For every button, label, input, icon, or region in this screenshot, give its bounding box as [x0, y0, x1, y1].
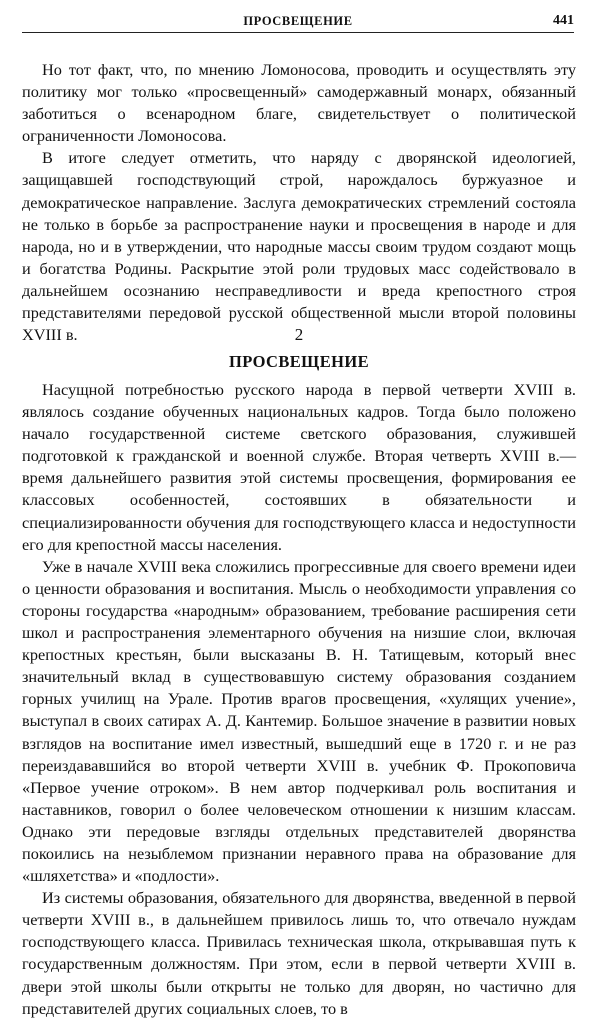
paragraph: Уже в начале XVIII века сложились прогрессивные для своего времени идеи о ценности образования и воспитания. Мысль о необходимости управления со стороны государства «народным» образованием, требование расширения сети школ и распространения элементарного обучения на низшие слои, включая крепостных крестьян, были высказаны В. Н. Татищевым, который внес значительный вклад в существовавшую систему образования созданием горных училищ на Урале. Против врагов просвещения, «хулящих учение», выступал в своих сатирах А. Д. Кантемир. Большое значение в развитии новых взглядов на воспитание имел известный, вышедший еще в 1720 г. и не раз переиздававшийся во второй четверти XVIII в. учебник Ф. Прокоповича «Первое учение отроком». В нем автор подчеркивал роль воспитания и наставников, говорил о более человеческом отношении к низшим классам. Однако эти передовые взгляды отдельных представителей дворянства покоились на незыблемом признании неравного права на образование для «шляхетства» и «подлости». [22, 556, 576, 886]
page-number: 441 [553, 13, 574, 28]
running-header [22, 12, 574, 33]
running-title: ПРОСВЕЩЕНИЕ [243, 14, 353, 28]
section-number: 2 [294, 325, 304, 344]
paragraph: Из системы образования, обязательного для дворянства, введенной в первой четверти XVIII в., в дальнейшем привилось лишь то, что отвечало нуждам господствующего класса. Привилась техническая школа, открывавшая путь к государственным должностям. При этом, если в первой четверти XVIII в. двери этой школы были открыты не только для дворян, но частично для представителей других социальных слоев, то в [22, 888, 576, 1018]
intro-text [22, 59, 576, 346]
paragraph: В итоге следует отметить, что наряду с дворянской идеологией, защищавшей господствующий строй, нарождалось буржуазное и демократическое направление. Заслуга демократических стремлений состояла не только в борьбе за распространение науки и просвещения в народе и для народа, но и в утверждении, что народные массы своим трудом создают мощь и богатства Родины. Раскрытие этой роли трудовых масс содействовало в дальнейшем осознанию несправедливости и вреда крепостного строя представителями передовой русской общественной мысли второй половины XVIII в. [22, 148, 576, 345]
section-text [22, 379, 576, 1020]
paragraph: Насущной потребностью русского народа в первой четверти XVIII в. являлось создание обученных национальных кадров. Тогда было положено начало государственной системе светского образования, служившей подготовкой к гражданской и военной службе. Вторая четверть XVIII в.— время дальнейшего развития этой системы просвещения, формирования ее классовых особенностей, состоявших в обязательности и специализированности обучения для господствующего класса и недоступности его для крепостной массы населения. [22, 380, 576, 554]
paragraph: Но тот факт, что, по мнению Ломоносова, проводить и осуществлять эту политику мог только «просвещенный» самодержавный монарх, обязанный заботиться о всенародном благе, свидетельствует о политической ограниченности Ломоносова. [22, 60, 576, 146]
section-title: ПРОСВЕЩЕНИЕ [229, 352, 369, 371]
